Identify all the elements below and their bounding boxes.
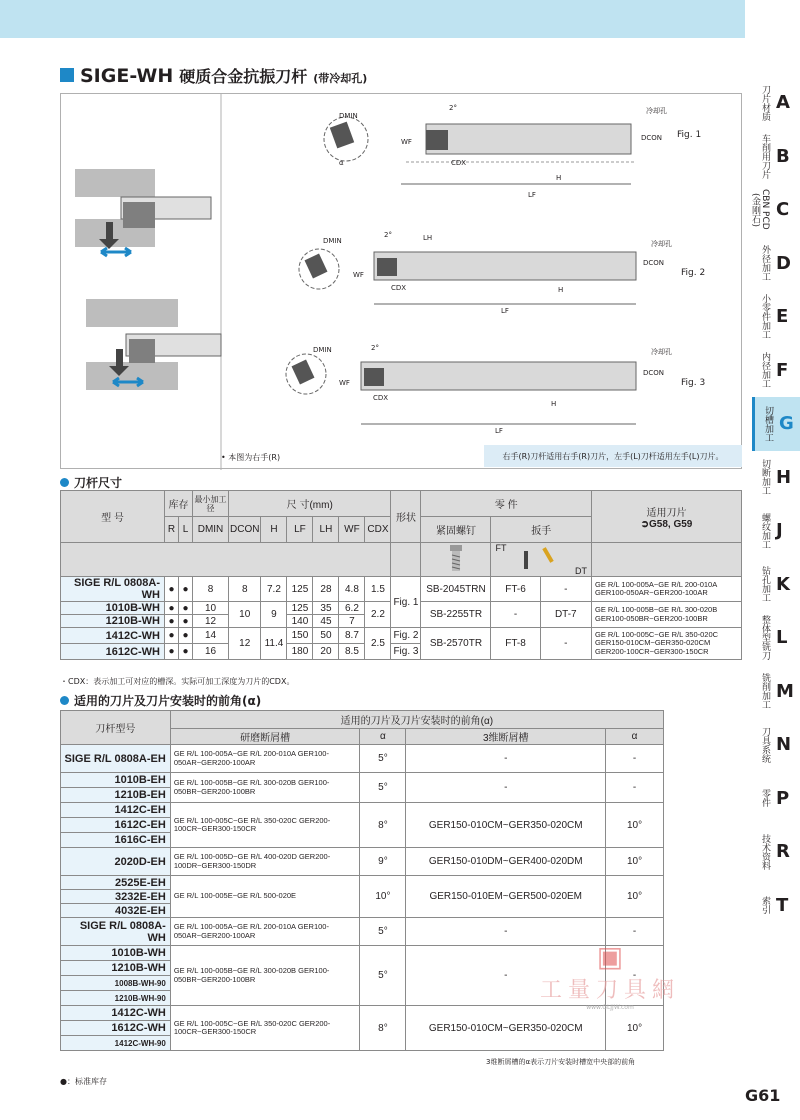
section-index-tabs (752, 76, 800, 932)
table-row-model: 1210B-WH (61, 615, 165, 628)
cell-dt: - (540, 577, 591, 602)
cell-shape: Fig. 2 (391, 628, 421, 644)
tab-a[interactable] (752, 76, 800, 130)
cell-alpha: 8° (360, 803, 406, 848)
th2-alpha: α (360, 729, 406, 745)
alpha-label: α (339, 159, 344, 167)
table-row (61, 745, 664, 773)
th-screw: 紧固螺钉 (421, 517, 491, 543)
tab-m[interactable] (752, 665, 800, 719)
cell-wf: 6.2 (339, 602, 365, 615)
watermark-text: 工量刀具網 (540, 978, 681, 1003)
tab-label: 索引 (760, 896, 770, 915)
header-spacer (61, 543, 391, 577)
th-insert-label: 适用刀片 (646, 507, 687, 519)
cell-alpha2: 10° (606, 848, 664, 876)
th-min: 最小加工径 (193, 491, 229, 517)
cell-ft: FT-6 (491, 577, 540, 602)
watermark (540, 940, 680, 1011)
cell-r: ● (165, 628, 179, 644)
screw-icon-cell (421, 543, 491, 577)
tab-label: 小零件加工 (760, 294, 770, 340)
cell-grind: GE R/L 100-005B~GE R/L 300-020B GER100-050BR~GER200-100BR (170, 946, 360, 1006)
table-row-model: SIGE R/L 0808A-WH (61, 577, 165, 602)
th2-3d: 3维断屑槽 (406, 729, 606, 745)
cell-grind: GE R/L 100-005E~GE R/L 500-020E (170, 876, 360, 918)
tab-letter: G (779, 413, 794, 435)
dim-h-1: H (556, 174, 562, 182)
cell-3d: GER150-010EM~GER500-020EM (406, 876, 606, 918)
cell-alpha2: - (606, 918, 664, 946)
stock-legend: ●：标准库存 (60, 1077, 107, 1086)
tab-label: 铣削加工 (760, 673, 770, 710)
page-title (60, 64, 367, 87)
cell-lf: 140 (287, 615, 313, 628)
table-row-model: 1612C-WH (61, 644, 165, 660)
cdx-label-3: CDX (373, 394, 389, 402)
th-parts: 零 件 (421, 491, 592, 517)
cell-dmin: 10 (193, 602, 229, 615)
cell-grind: GE R/L 100-005A~GE R/L 200-010A GER100-050AR~GER200-100AR (170, 745, 360, 773)
cell-alpha: 8° (360, 1006, 406, 1051)
tab-letter: T (776, 894, 789, 916)
cell-3d: - (406, 918, 606, 946)
angle-label-2: 2° (384, 231, 392, 239)
tab-c[interactable] (752, 183, 800, 237)
th2-alpha2: α (606, 729, 664, 745)
cell-shape: Fig. 1 (391, 577, 421, 628)
tab-label: 刀具系统 (760, 726, 770, 763)
cdx-note: ・CDX：表示加工可对应的槽深。实际可加工深度为刀片的CDX。 (60, 677, 295, 686)
cell-dmin: 14 (193, 628, 229, 644)
cell-l: ● (179, 602, 193, 615)
cell-l: ● (179, 577, 193, 602)
wf-label-2: WF (353, 271, 364, 279)
cell-h: 7.2 (261, 577, 287, 602)
th-shape: 形状 (391, 491, 421, 543)
tab-label: CBN PCD (金刚石) (750, 189, 770, 231)
cell-insert: GE R/L 100-005C~GE R/L 350-020C GER150-010CM~GER350-020CM GER200-100CR~GER300-150CR (592, 628, 742, 660)
dmin-label-3: DMIN (313, 346, 332, 354)
wrench-icon-cell (491, 543, 592, 577)
th-r: R (165, 517, 179, 543)
cell-l: ● (179, 644, 193, 660)
cell-alpha2: - (606, 745, 664, 773)
th-cdx: CDX (365, 517, 391, 543)
angle-label-1: 2° (449, 104, 457, 112)
cell-screw: SB-2570TR (421, 628, 491, 660)
table-row (61, 773, 664, 788)
cell-holder-model: 1412C-WH-90 (61, 1036, 171, 1051)
cdx-label-1: CDX (451, 159, 467, 167)
th-model: 型 号 (61, 491, 165, 543)
cell-screw: SB-2045TRN (421, 577, 491, 602)
cell-holder-model: 1008B-WH-90 (61, 976, 171, 991)
cell-holder-model: 1412C-EH (61, 803, 171, 818)
bullet-icon (60, 696, 69, 705)
insert-ref-link[interactable]: ➲G58, G59 (640, 518, 693, 530)
drawing-area (60, 93, 742, 469)
tab-label: 技术资料 (760, 833, 770, 870)
top-banner (0, 0, 745, 38)
tab-j[interactable] (752, 504, 800, 558)
th2-model: 刀杆型号 (61, 711, 171, 745)
tab-letter: P (776, 787, 790, 809)
dmin-label-1: DMIN (339, 112, 358, 120)
cell-grind: GE R/L 100-005C~GE R/L 350-020C GER200-100CR~GER300-150CR (170, 803, 360, 848)
cell-alpha2: 10° (606, 1006, 664, 1051)
cell-holder-model: 1612C-EH (61, 818, 171, 833)
ft-label: FT (495, 543, 507, 553)
cell-holder-model: SIGE R/L 0808A-EH (61, 745, 171, 773)
insert-spacer (592, 543, 742, 577)
th-dmin: DMIN (193, 517, 229, 543)
th-lf: LF (287, 517, 313, 543)
tab-p[interactable] (752, 772, 800, 826)
tab-label: 零件 (760, 789, 770, 808)
note-3d: 3维断屑槽的α表示刀片安装时槽宽中央部的前角 (486, 1058, 636, 1066)
cell-r: ● (165, 644, 179, 660)
cell-holder-model: 3232E-EH (61, 890, 171, 904)
cell-cdx: 1.5 (365, 577, 391, 602)
table-row (61, 803, 664, 818)
tab-l[interactable] (752, 611, 800, 665)
cell-lh: 20 (313, 644, 339, 660)
shape-spacer (391, 543, 421, 577)
cell-dt: DT-7 (540, 602, 591, 628)
table-row (61, 876, 664, 890)
cell-lh: 50 (313, 628, 339, 644)
tab-label: 车削用刀片 (760, 133, 770, 179)
dim-lf-2: LF (501, 307, 509, 315)
cell-grind: GE R/L 100-005B~GE R/L 300-020B GER100-050BR~GER200-100BR (170, 773, 360, 803)
cell-dt: - (540, 628, 591, 660)
screw-icon (445, 543, 467, 573)
cell-holder-model: 2525E-EH (61, 876, 171, 890)
cell-dmin: 8 (193, 577, 229, 602)
cell-alpha: 5° (360, 918, 406, 946)
tab-letter: R (776, 841, 790, 863)
cell-lh: 35 (313, 602, 339, 615)
cell-holder-model: 1412C-WH (61, 1006, 171, 1021)
cell-lf: 150 (287, 628, 313, 644)
tab-letter: E (776, 306, 789, 328)
cell-3d: - (406, 773, 606, 803)
tab-b[interactable] (752, 130, 800, 184)
dcon-label-3: DCON (643, 369, 665, 377)
title-square-icon (60, 68, 74, 82)
tab-label: 外径加工 (760, 245, 770, 282)
fig2-label: Fig. 2 (681, 268, 706, 278)
tab-letter: L (776, 627, 788, 649)
cell-grind: GE R/L 100-005D~GE R/L 400-020D GER200-100DR~GER300-150DR (170, 848, 360, 876)
coolant-label-1: 冷却孔 (646, 107, 667, 115)
section-header-rake (60, 692, 261, 709)
cell-lh: 28 (313, 577, 339, 602)
section-title: 刀杆尺寸 (74, 476, 123, 490)
section-title: 适用的刀片及刀片安装时的前角(α) (74, 694, 262, 708)
cell-shape: Fig. 3 (391, 644, 421, 660)
dim-h-3: H (551, 400, 557, 408)
page-number: G61 (745, 1086, 781, 1105)
cell-alpha: 9° (360, 848, 406, 876)
bullet-icon (60, 478, 69, 487)
cell-holder-model: 1010B-WH (61, 946, 171, 961)
cell-r: ● (165, 602, 179, 615)
th-insert (592, 491, 742, 543)
cell-alpha: 5° (360, 773, 406, 803)
cell-wf: 7 (339, 615, 365, 628)
holder-dimensions-table (60, 490, 742, 660)
tab-f[interactable] (752, 344, 800, 398)
cell-r: ● (165, 577, 179, 602)
cell-dmin: 12 (193, 615, 229, 628)
th-wrench: 扳手 (491, 517, 592, 543)
cell-cdx: 2.5 (365, 628, 391, 660)
watermark-url: www.GLJJW.com (586, 1004, 634, 1011)
cell-alpha: 10° (360, 876, 406, 918)
cell-alpha: 5° (360, 946, 406, 1006)
tab-t[interactable] (752, 879, 800, 933)
dim-h-2: H (558, 286, 564, 294)
tab-letter: B (776, 145, 790, 167)
cell-dcon: 10 (229, 602, 261, 628)
tab-letter: M (776, 680, 794, 702)
th-stock: 库存 (165, 491, 193, 517)
cell-dcon: 12 (229, 628, 261, 660)
tab-letter: J (776, 520, 783, 542)
cell-ft: FT-8 (491, 628, 540, 660)
section-header-dimensions (60, 474, 122, 491)
cell-3d: - (406, 946, 606, 1006)
tab-letter: C (776, 199, 790, 221)
th-lh: LH (313, 517, 339, 543)
cell-holder-model: 1612C-WH (61, 1021, 171, 1036)
table-row (61, 848, 664, 876)
fig1-label: Fig. 1 (677, 130, 702, 140)
cell-3d: - (406, 745, 606, 773)
tab-letter: F (776, 359, 789, 381)
tab-label: 内径加工 (760, 352, 770, 389)
hand-note: 右手(R)刀杆适用右手(R)刀片，左手(L)刀杆适用左手(L)刀片。 (484, 445, 742, 467)
title-main: SIGE-WH (80, 65, 174, 87)
cell-r: ● (165, 615, 179, 628)
wf-label-1: WF (401, 138, 412, 146)
cell-l: ● (179, 628, 193, 644)
angle-label-3: 2° (371, 344, 379, 352)
tab-d[interactable] (752, 237, 800, 291)
cell-lh: 45 (313, 615, 339, 628)
tab-letter: N (776, 734, 792, 756)
cell-holder-model: 1210B-WH (61, 961, 171, 976)
cell-wf: 8.7 (339, 628, 365, 644)
tab-label: 整体型铣刀 (760, 615, 770, 661)
dt-label: DT (575, 566, 587, 576)
table-row-model: 1010B-WH (61, 602, 165, 615)
cell-l: ● (179, 615, 193, 628)
tab-k[interactable] (752, 558, 800, 612)
tab-g[interactable] (752, 397, 800, 451)
cell-3d: GER150-010CM~GER350-020CM (406, 1006, 606, 1051)
cell-alpha2: - (606, 773, 664, 803)
tab-label: 螺纹加工 (760, 512, 770, 549)
th-l: L (179, 517, 193, 543)
tab-label: 切断加工 (760, 459, 770, 496)
tab-letter: H (776, 466, 792, 488)
cell-lf: 125 (287, 577, 313, 602)
cell-holder-model: 1010B-EH (61, 773, 171, 788)
th-wf: WF (339, 517, 365, 543)
tab-letter: K (776, 573, 790, 595)
cell-grind: GE R/L 100-005C~GE R/L 350-020C GER200-100CR~GER300-150CR (170, 1006, 360, 1051)
dcon-label-2: DCON (643, 259, 665, 267)
cell-dcon: 8 (229, 577, 261, 602)
tab-label: 刀片材质 (760, 84, 770, 121)
th2-grind: 研磨断屑槽 (170, 729, 360, 745)
cell-cdx: 2.2 (365, 602, 391, 628)
cell-wf: 8.5 (339, 644, 365, 660)
th-h: H (261, 517, 287, 543)
dim-lh-2: LH (423, 234, 433, 242)
watermark-logo-icon: ▣ (596, 940, 624, 973)
dmin-label-2: DMIN (323, 237, 342, 245)
th2-top: 适用的刀片及刀片安装时的前角(α) (170, 711, 663, 729)
tab-letter: A (776, 92, 790, 114)
dim-lf-1: LF (528, 191, 536, 199)
cell-holder-model: SIGE R/L 0808A-WH (61, 918, 171, 946)
tab-label: 切槽加工 (763, 405, 773, 442)
fig3-label: Fig. 3 (681, 378, 706, 388)
wf-label-3: WF (339, 379, 350, 387)
cell-alpha2: 10° (606, 803, 664, 848)
th-dim: 尺 寸(mm) (229, 491, 391, 517)
cell-dmin: 16 (193, 644, 229, 660)
right-hand-note: • 本图为右手(R) (221, 453, 281, 462)
cell-screw: SB-2255TR (421, 602, 491, 628)
cell-wf: 4.8 (339, 577, 365, 602)
cell-3d: GER150-010CM~GER350-020CM (406, 803, 606, 848)
tab-n[interactable] (752, 718, 800, 772)
cell-alpha2: - (606, 946, 664, 1006)
cell-holder-model: 1210B-EH (61, 788, 171, 803)
coolant-label-2: 冷却孔 (651, 240, 672, 248)
cell-insert: GE R/L 100-005B~GE R/L 300-020B GER100-050BR~GER200-100BR (592, 602, 742, 628)
cell-alpha2: 10° (606, 876, 664, 918)
cell-ft: - (491, 602, 540, 628)
cell-grind: GE R/L 100-005A~GE R/L 200-010A GER100-050AR~GER200-100AR (170, 918, 360, 946)
cdx-label-2: CDX (391, 284, 407, 292)
cell-holder-model: 4032E-EH (61, 904, 171, 918)
tab-r[interactable] (752, 825, 800, 879)
cell-insert: GE R/L 100-005A~GE R/L 200-010A GER100-050AR~GER200-100AR (592, 577, 742, 602)
cell-lf: 125 (287, 602, 313, 615)
tab-label: 钻孔加工 (760, 566, 770, 603)
tab-e[interactable] (752, 290, 800, 344)
cell-3d: GER150-010DM~GER400-020DM (406, 848, 606, 876)
th-dcon: DCON (229, 517, 261, 543)
tab-h[interactable] (752, 451, 800, 505)
table-row-model: 1412C-WH (61, 628, 165, 644)
wrench-icon (516, 543, 566, 573)
title-sub: 硬质合金抗振刀杆 (179, 67, 308, 86)
dim-lf-3: LF (495, 427, 503, 435)
coolant-label-3: 冷却孔 (651, 348, 672, 356)
cell-lf: 180 (287, 644, 313, 660)
dcon-label-1: DCON (641, 134, 663, 142)
technical-drawing (61, 94, 743, 470)
cell-holder-model: 1210B-WH-90 (61, 991, 171, 1006)
tab-letter: D (776, 252, 791, 274)
cell-alpha: 5° (360, 745, 406, 773)
title-coolant: (带冷却孔) (313, 72, 368, 85)
cell-h: 11.4 (261, 628, 287, 660)
cell-holder-model: 1616C-EH (61, 833, 171, 848)
cell-h: 9 (261, 602, 287, 628)
cell-holder-model: 2020D-EH (61, 848, 171, 876)
